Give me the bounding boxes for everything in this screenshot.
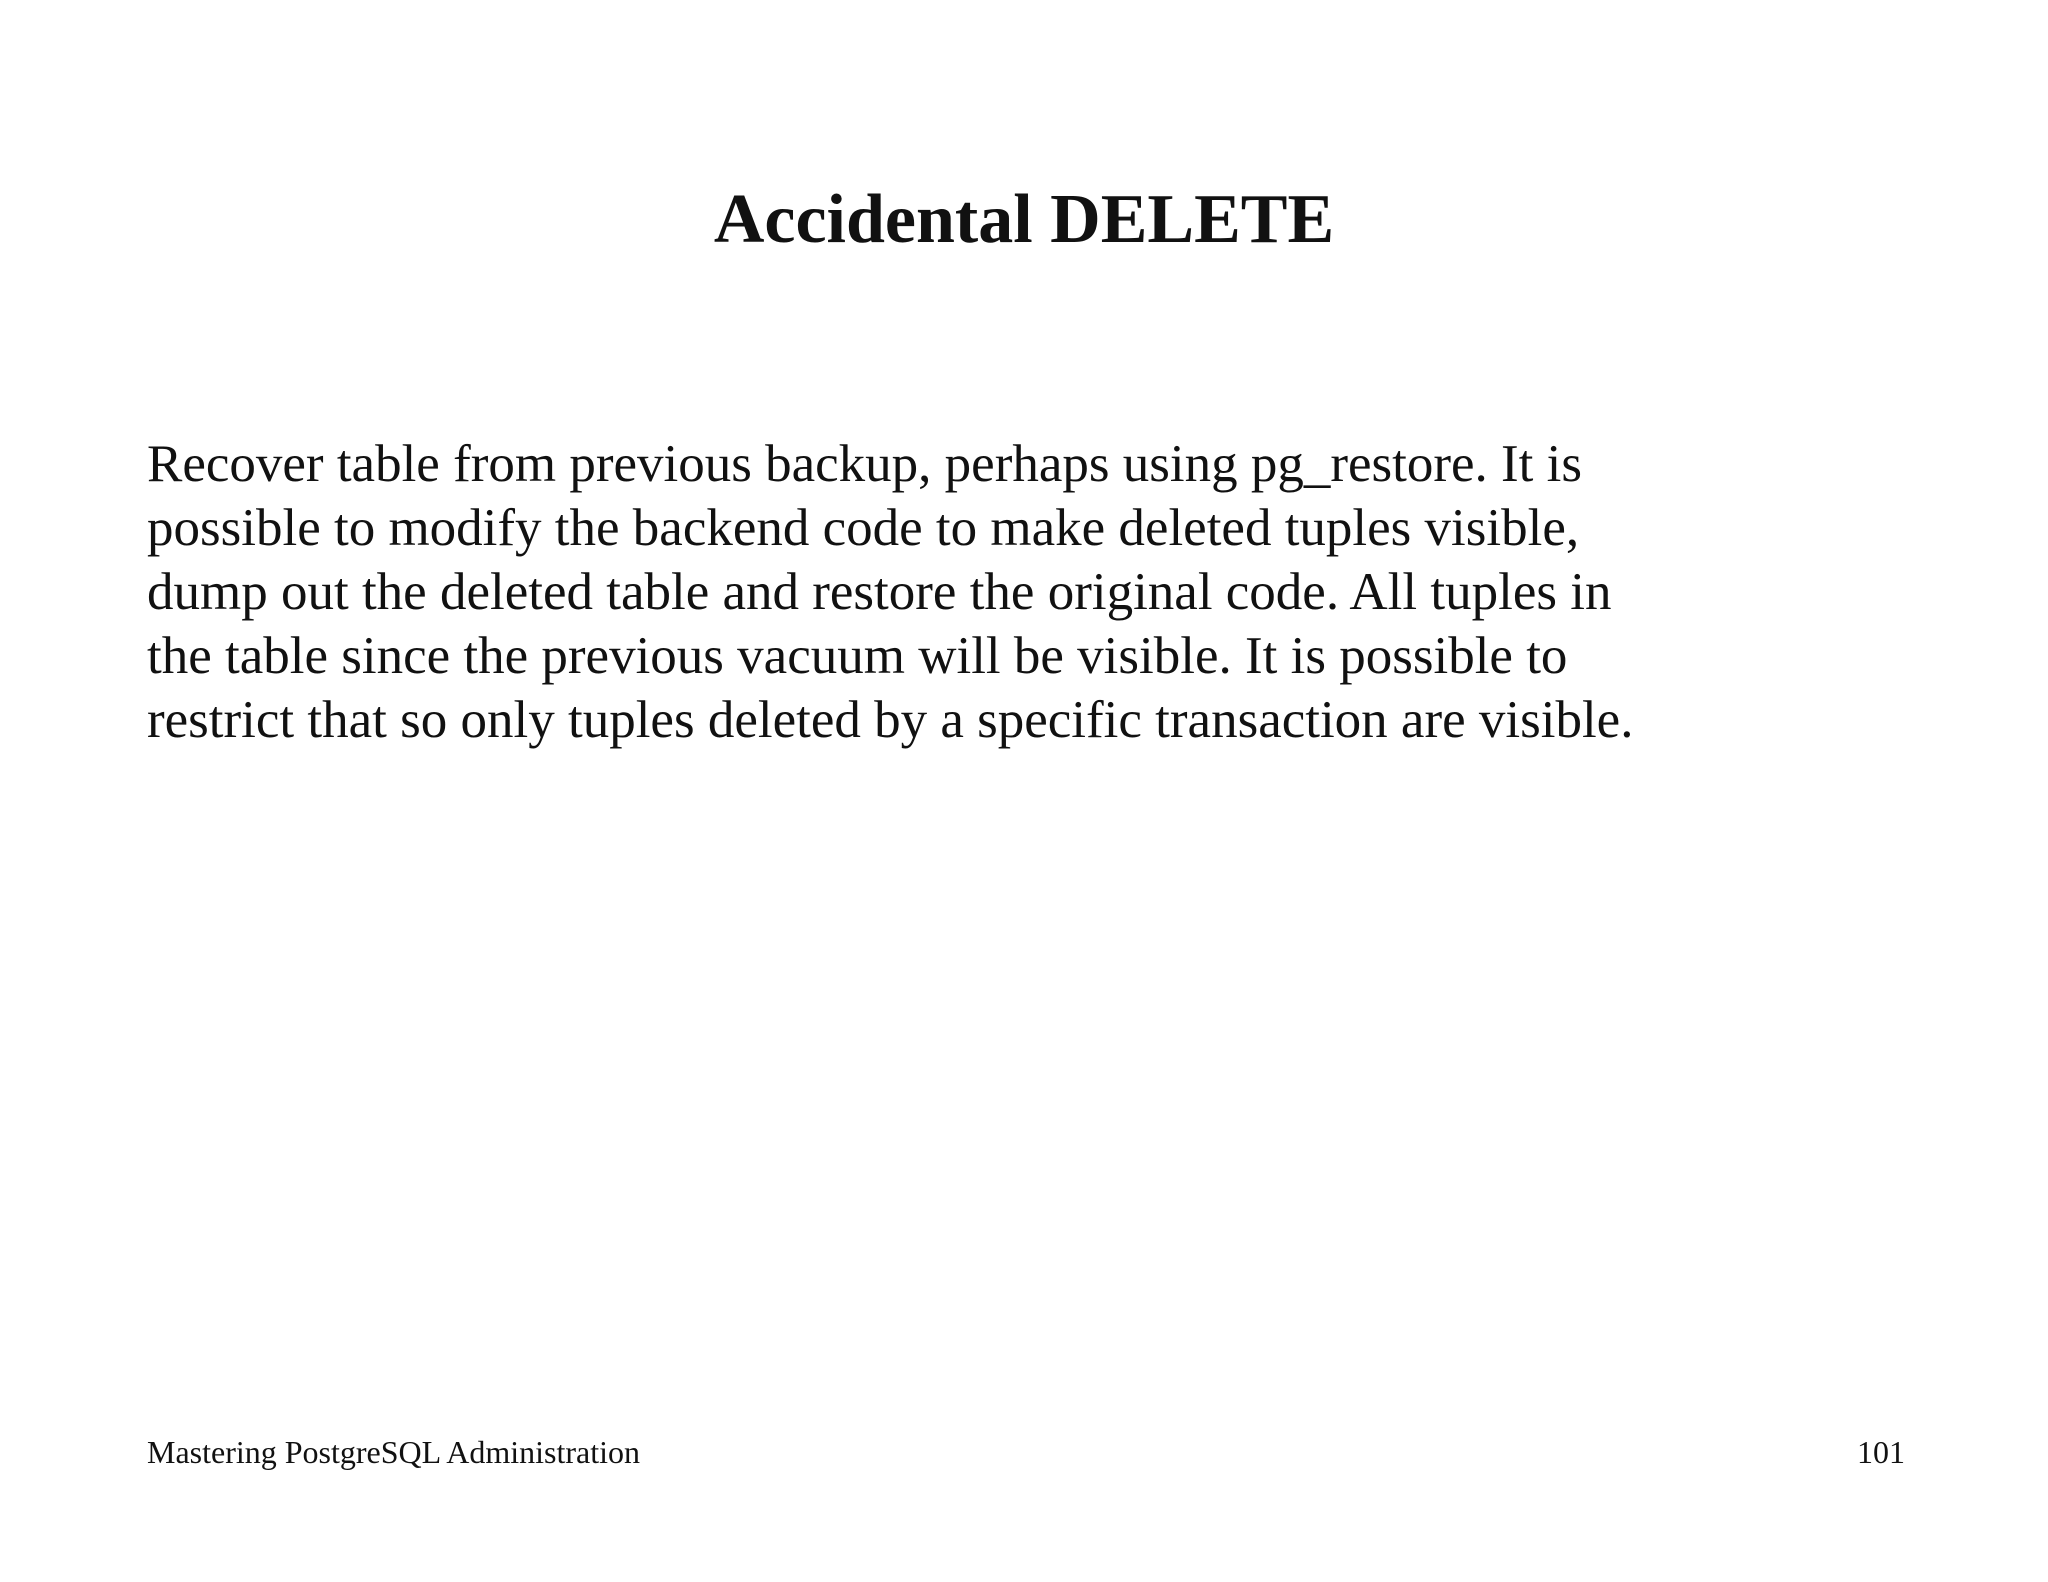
footer-page-number: 101 — [1857, 1434, 1905, 1470]
footer-book-title: Mastering PostgreSQL Administration — [147, 1434, 641, 1470]
body-line: possible to modify the backend code to make deleted tuples visible, — [147, 499, 1580, 557]
body-line: Recover table from previous backup, perhaps using pg_restore. It is — [147, 435, 1583, 493]
body-line: restrict that so only tuples deleted by a specific transaction are visible. — [147, 691, 1634, 749]
body-line: dump out the deleted table and restore the original code. All tuples in — [147, 563, 1612, 621]
slide-body — [147, 432, 1927, 752]
slide-title: Accidental DELETE — [713, 181, 1335, 258]
body-line: the table since the previous vacuum will be visible. It is possible to — [147, 627, 1568, 685]
